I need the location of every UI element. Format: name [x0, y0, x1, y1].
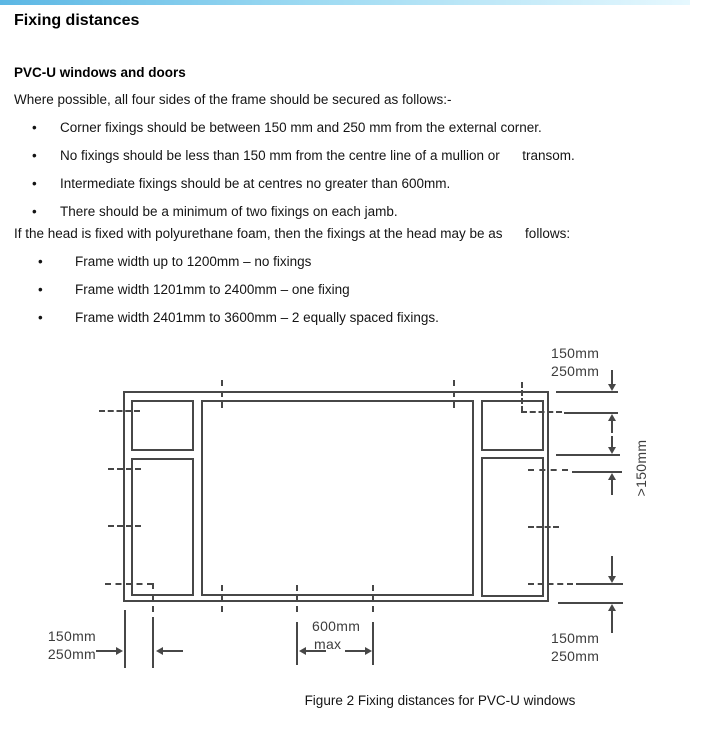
list-item: Corner fixings should be between 150 mm and 250 mm from the external corner.: [60, 120, 542, 135]
dim-label-600mm: 600mm: [312, 618, 361, 634]
dimension-line: [556, 391, 618, 393]
bullet-marker: •: [32, 204, 37, 219]
list-item: Intermediate fixings should be at centres no greater than 600mm.: [60, 176, 451, 191]
bullet-marker: •: [38, 282, 43, 297]
page-accent-bar: [0, 0, 690, 5]
list-item: Frame width 1201mm to 2400mm – one fixing: [75, 282, 350, 297]
opening-panel-top-right: [481, 400, 544, 451]
figure-caption: Figure 2 Fixing distances for PVC-U windows: [304, 693, 576, 708]
dimension-arrow-down: [611, 370, 613, 385]
dim-label-right-gt150: >150mm: [633, 439, 649, 497]
fixing-mark: [296, 585, 298, 612]
fixing-mark: [105, 583, 153, 585]
list-item: Frame width 2401mm to 3600mm – 2 equally spaced fixings.: [75, 310, 439, 325]
list-item: No fixings should be less than 150 mm from the centre line of a mullion or transom.: [60, 148, 575, 163]
fixing-mark: [152, 583, 154, 612]
dim-label-bottom-right-150: 150mm: [551, 630, 600, 646]
list-item: Frame width up to 1200mm – no fixings: [75, 254, 312, 269]
fixing-mark: [528, 469, 568, 471]
bullet-marker: •: [32, 148, 37, 163]
fixing-mark: [99, 410, 140, 412]
bullet-marker: •: [38, 310, 43, 325]
fixing-mark: [528, 526, 559, 528]
list-item: There should be a minimum of two fixings on each jamb.: [60, 204, 398, 219]
bullet-marker: •: [38, 254, 43, 269]
section-heading: PVC-U windows and doors: [14, 65, 186, 80]
figure-2-diagram: [0, 340, 727, 750]
fixing-mark: [221, 380, 223, 408]
dimension-arrow-up: [611, 611, 613, 633]
dimension-line: [576, 583, 623, 585]
foam-note-paragraph: If the head is fixed with polyurethane foam, then the fixings at the head may be as follows:: [14, 226, 571, 241]
extension-line: [124, 610, 126, 668]
dim-label-top-right-150: 150mm: [551, 345, 600, 361]
fixing-mark: [108, 468, 141, 470]
dim-label-max: max: [314, 636, 342, 652]
dimension-arrow-up: [611, 480, 613, 495]
arrow-head-up-icon: [608, 414, 616, 421]
dim-label-bottom-left-150: 150mm: [47, 628, 96, 644]
fixing-mark: [108, 525, 141, 527]
arrow-head-down-icon: [608, 576, 616, 583]
fixing-mark: [453, 380, 455, 408]
arrow-head-down-icon: [608, 384, 616, 391]
arrow-head-up-icon: [608, 604, 616, 611]
opening-panel-left: [131, 458, 194, 596]
dimension-arrow-right: [345, 650, 365, 652]
arrow-head-up-icon: [608, 473, 616, 480]
arrow-head-right-icon: [365, 647, 372, 655]
fixing-mark: [521, 411, 562, 413]
fixing-mark: [528, 583, 573, 585]
dimension-arrow-left: [163, 650, 183, 652]
dimension-line: [556, 454, 620, 456]
arrow-head-right-icon: [116, 647, 123, 655]
dimension-arrow-down: [611, 436, 613, 447]
arrow-head-left-icon: [299, 647, 306, 655]
extension-line: [296, 622, 298, 665]
fixing-mark: [372, 585, 374, 612]
dimension-arrow-right: [96, 650, 116, 652]
dim-label-bottom-right-250: 250mm: [551, 648, 600, 664]
intro-paragraph: Where possible, all four sides of the frame should be secured as follows:-: [14, 92, 452, 107]
arrow-head-left-icon: [156, 647, 163, 655]
dimension-arrow-down: [611, 556, 613, 576]
dim-label-top-right-250: 250mm: [551, 363, 600, 379]
bullet-marker: •: [32, 176, 37, 191]
arrow-head-down-icon: [608, 447, 616, 454]
glazing-panel-center: [201, 400, 474, 596]
extension-line: [372, 622, 374, 665]
dimension-arrow-up: [611, 421, 613, 433]
fixing-mark: [221, 585, 223, 612]
dim-label-bottom-left-250: 250mm: [47, 646, 96, 662]
extension-line: [152, 617, 154, 668]
bullet-marker: •: [32, 120, 37, 135]
fixing-mark: [521, 382, 523, 412]
opening-panel-top-left: [131, 400, 194, 451]
page-title: Fixing distances: [14, 12, 140, 29]
